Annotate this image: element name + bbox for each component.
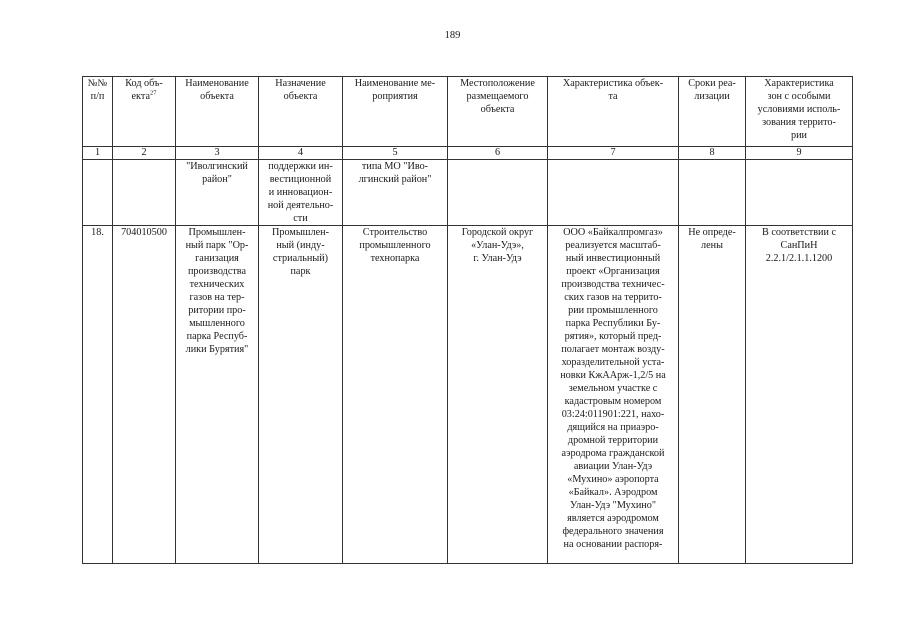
column-number: 9 <box>746 147 853 160</box>
table-cell: "Иволгинский район" <box>176 160 259 226</box>
table-cell <box>746 160 853 226</box>
header-object-code-text: Код объ- екта <box>125 78 163 102</box>
header-special-zones: Характеристика зон с особыми условиями исполь- зования террито- рии <box>746 77 853 147</box>
header-deadlines: Сроки реа- лизации <box>679 77 746 147</box>
row-number: 18. <box>83 226 113 564</box>
header-object-purpose: Назначение объекта <box>259 77 343 147</box>
object-code: 704010500 <box>113 226 176 564</box>
column-number: 4 <box>259 147 343 160</box>
implementation-deadline: Не опреде- лены <box>679 226 746 564</box>
header-characteristics: Характеристика объек- та <box>548 77 679 147</box>
table-row-18 <box>83 226 853 564</box>
column-number: 5 <box>343 147 448 160</box>
table-cell <box>679 160 746 226</box>
header-measure-name: Наименование ме- роприятия <box>343 77 448 147</box>
object-location: Городской округ «Улан-Удэ», г. Улан-Удэ <box>448 226 548 564</box>
header-object-code <box>113 77 176 147</box>
footnote-mark: 27 <box>149 89 157 97</box>
special-zone-characteristics: В соответствии с СанПиН 2.2.1/2.1.1.1200 <box>746 226 853 564</box>
page-number: 189 <box>444 30 461 41</box>
table-cell: поддержки ин- вестиционной и инновацион- ной деятельно- сти <box>259 160 343 226</box>
measure-name: Строительство промышленного технопарка <box>343 226 448 564</box>
table-cell: типа МО "Иво- лгинский район" <box>343 160 448 226</box>
header-object-name: Наименование объекта <box>176 77 259 147</box>
object-purpose: Промышлен- ный (инду- стриальный) парк <box>259 226 343 564</box>
column-number: 2 <box>113 147 176 160</box>
table-row-continuation <box>83 160 853 226</box>
column-number: 3 <box>176 147 259 160</box>
object-name: Промышлен- ный парк "Ор- ганизация производства технических газов на тер- ритории про- мышленного парка Респуб- лики Бурятия" <box>176 226 259 564</box>
table-cell <box>548 160 679 226</box>
table-cell <box>448 160 548 226</box>
header-number: №№ п/п <box>83 77 113 147</box>
header-location: Местоположение размещаемого объекта <box>448 77 548 147</box>
header-row <box>83 77 853 147</box>
object-characteristics: ООО «Байкалпромгаз» реализуется масштаб- ный инвестиционный проект «Организация производства техничес- ских газов на террито- рии промышленного парка Республики Бу- рятия», который пред- полагает монтаж возду- хоразделительной уста- новки КжААрж-1,2/5 на земельном участке с кадастровым номером 03:24:011901:221, нахо- дящийся на приаэро- дромной территории аэродрома гражданской авиации Улан-Удэ «Мухино» аэропорта «Байкал». Аэродром Улан-Удэ "Мухино" является аэродромом федерального значения на основании распоря- <box>548 226 679 564</box>
table-cell <box>113 160 176 226</box>
table-cell <box>83 160 113 226</box>
column-number: 1 <box>83 147 113 160</box>
column-number: 7 <box>548 147 679 160</box>
objects-table <box>82 76 853 564</box>
column-number: 6 <box>448 147 548 160</box>
column-number: 8 <box>679 147 746 160</box>
column-number-row <box>83 147 853 160</box>
